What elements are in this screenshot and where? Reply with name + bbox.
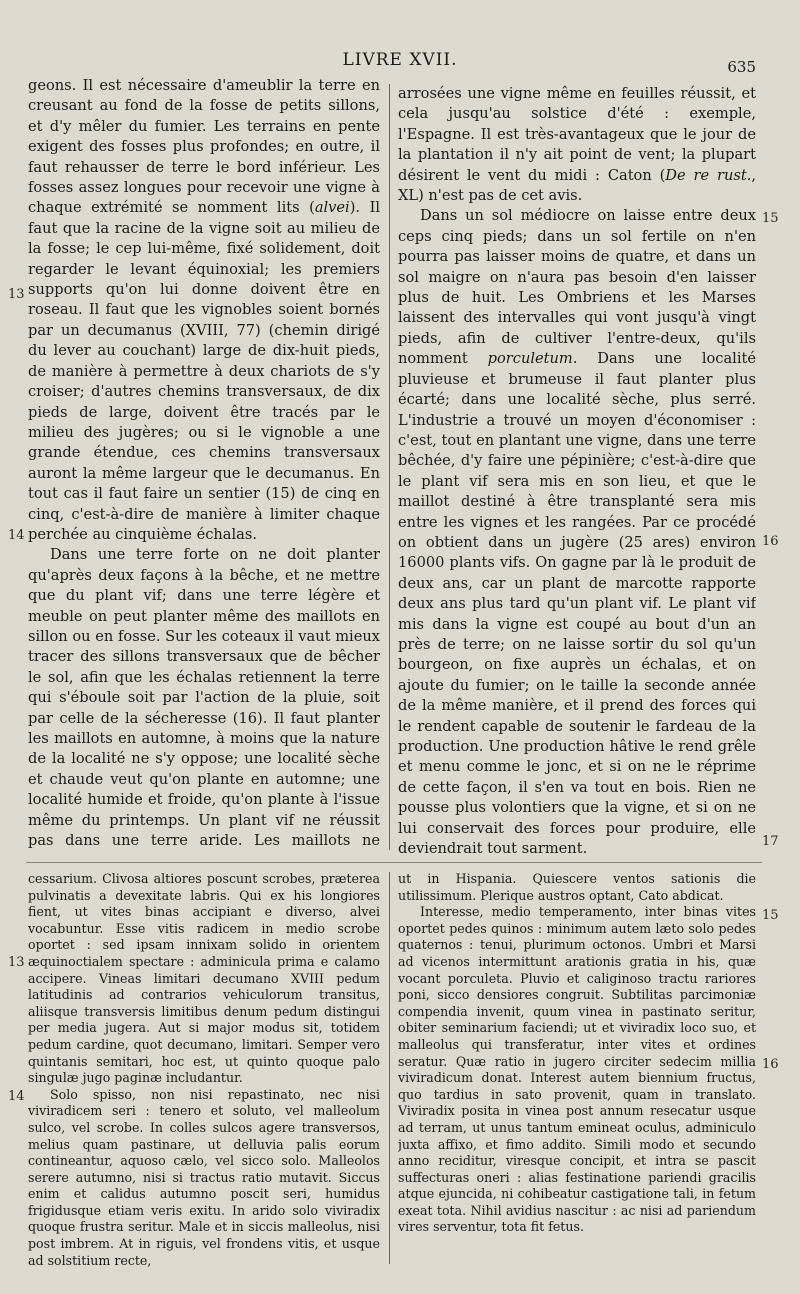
margin-number: 16 bbox=[762, 1057, 779, 1072]
text-run: arrosées une vigne même en feuilles réussit, et cela jusqu'au solstice d'été : exemple, l'Espagne. Il est très-avantageux que le jour de la plantation il n'y ait point de vent; la plupart désirent le vent du midi : Caton ( bbox=[398, 85, 756, 184]
page-number: 635 bbox=[727, 58, 756, 76]
text-run: Dans un sol médiocre on laisse entre deux ceps cinq pieds; dans un sol fertile on n'en pourra pas laisser moins de quatre, et dans un sol maigre on n'aura pas besoin d'en laisser plus de huit. Les Ombriens et les Marses laissent des intervalles qui vont jusqu'à vingt pieds, afin de cultiver l'entre-deux, qu'ils nomment bbox=[398, 207, 756, 368]
margin-number: 14 bbox=[8, 528, 25, 543]
latin-left-column bbox=[28, 871, 380, 1267]
emphasis-text: alvei bbox=[314, 199, 350, 217]
text-run: , XL) n'est pas de cet avis. bbox=[398, 166, 756, 205]
margin-number: 13 bbox=[8, 287, 25, 302]
latin-paragraph: ut in Hispania. Quiescere ventos sationis die utilissimum. Plerique austros optant, Cato abdicat. bbox=[398, 871, 756, 903]
text-run: . Dans une localité pluvieuse et brumeuse il faut planter plus écarté; dans une localité sèche, plus serré. L'industrie a trouvé un moyen d'économiser : c'est, tout en plantant une vigne, dans une terre bêchée, d'y faire une pépinière; c'est-à-dire que le plant vif sera mis en son lieu, et que le maillot destiné à être transplanté sera mis entre les vignes et les rangées. Par ce procédé on obtient dans un jugère (25 ares) environ 16000 plants vifs. On gagne par là le produit de deux ans, car un plant de marcotte rapporte deux ans plus tard qu'un plant vif. Le plant vif mis dans la vigne est coupé au bout d'un an près de terre; on ne laisse sortir du sol qu'un bourgeon, on fixe auprès un échalas, et on ajoute du fumier; on le taille la seconde année de la même manière, et il prend des forces qui le rendent capable de soutenir le fardeau de la production. Une production hâtive le rend grêle et menu comme le jonc, et si on ne le réprime de cette façon, il s'en va tout en bois. Rien ne pousse plus volontiers que la vigne, et si on ne lui conservait des forces pour produire, elle deviendrait tout sarment. bbox=[398, 350, 756, 856]
french-paragraph: Dans une terre forte on ne doit planter qu'après deux façons à la bêche, et ne mettre que du plant vif; dans une terre légère et meuble on peut planter même des maillots en sillon ou en fosse. Sur les coteaux il vaut mieux tracer des sillons transversaux que de bêcher le sol, afin que les échalas retiennent la terre qui s'éboule soit par l'action de la pluie, soit par celle de la sécheresse (16). Il faut planter les maillots en automne, à moins que la nature de la localité ne s'y oppose; une localité sèche et chaude veut qu'on plante en automne; une localité humide et froide, qu'on plante à l'issue même du printemps. Un plant vif ne réussit pas dans une terre aride. Les maillots ne bbox=[28, 546, 380, 848]
french-paragraph bbox=[28, 76, 380, 545]
french-right-column bbox=[398, 84, 756, 856]
margin-number: 16 bbox=[762, 534, 779, 549]
text-run: ). Il faut que la racine de la vigne soit au milieu de la fosse; le cep lui-même, fixé solidement, doit regarder le levant équinoxial; les premiers supports qu'on lui donne doivent être en roseau. Il faut que les vignobles soient bornés par un decumanus (XVIII, 77) (chemin dirigé du lever au couchant) large de dix-huit pieds, de manière à permettre à deux chariots de s'y croiser; d'autres chemins transversaux, de dix pieds de large, doivent être tracés par le milieu des jugères; ou si le vignoble a une grande étendue, ces chemins transversaux auront la même largeur que le decumanus. En tout cas il faut faire un sentier (15) de cinq en cinq, c'est-à-dire de manière à limiter chaque perchée au cinquième échalas. bbox=[28, 199, 380, 543]
latin-paragraph: cessarium. Clivosa altiores poscunt scrobes, præterea pulvinatis a devexitate labris. Qui ex his longiores fient, ut vites binas accipiant e diverso, alvei vocabuntur. Esse vitis radicem in medio scrobe oportet : sed ipsam innixam solido in orientem æquinoctialem spectare : adminicula prima e calamo accipere. Vineas limitari decumano XVIII pedum latitudinis ad contrarios vehiculorum transitus, aliisque transversis limitibus denum pedum distingui per media jugera. Aut si major modus sit, totidem pedum cardine, quot decumano, limitari. Semper vero quintanis semitari, hoc est, ut quinto quoque palo singulæ jugo paginæ includantur. bbox=[28, 871, 380, 1086]
margin-number: 14 bbox=[8, 1089, 25, 1104]
margin-number: 15 bbox=[762, 908, 779, 923]
text-run: geons. Il est nécessaire d'ameublir la terre en creusant au fond de la fosse de petits sillons, et d'y mêler du fumier. Les terrains en pente exigent des fosses plus profondes; en outre, il faut rehausser de terre le bord inférieur. Les fosses assez longues pour recevoir une vigne à chaque extrémité se nomment lits ( bbox=[28, 77, 380, 217]
margin-number: 17 bbox=[762, 834, 779, 849]
running-head: LIVRE XVII. bbox=[342, 50, 458, 70]
margin-number: 13 bbox=[8, 955, 25, 970]
french-paragraph bbox=[398, 206, 756, 856]
column-rule bbox=[389, 872, 390, 1264]
latin-right-column bbox=[398, 871, 756, 1267]
french-left-column bbox=[28, 76, 380, 848]
emphasis-text: De re rust. bbox=[665, 166, 752, 184]
emphasis-text: porculetum bbox=[487, 350, 573, 368]
column-rule bbox=[389, 84, 390, 850]
latin-paragraph: Interesse, medio temperamento, inter binas vites oportet pedes quinos : minimum autem læto solo pedes quaternos : tenui, plurimum octonos. Umbri et Marsi ad vicenos intermittunt arationis gratia in his, quæ vocant porculeta. Pluvio et caliginoso tractu rariores poni, sicco densiores congruit. Subtilitas parcimoniæ compendia invenit, quum vinea in pastinato seritur, obiter seminarium faciendi; ut et viviradix loco suo, et malleolus qui transferatur, inter vites et ordines seratur. Quæ ratio in jugero circiter sedecim millia viviradicum donat. Interest autem biennium fructus, quo tardius in sato provenit, quam in translato. Viviradix posita in vinea post annum resecatur usque ad terram, ut unus tantum emineat oculus, adminiculo juxta affixo, et fimo addito. Simili modo et secundo anno reciditur, viresque concipit, et intra se pascit suffecturas oneri : alias festinatione pariendi gracilis atque ejuncida, ni cohibeatur castigatione tali, in fetum exeat tota. Nihil avidius nascitur : ac nisi ad pariendum vires serventur, tota fit fetus. bbox=[398, 904, 756, 1235]
latin-paragraph: Solo spisso, non nisi repastinato, nec nisi viviradicem seri : tenero et soluto, vel malleolum sulco, vel scrobe. In colles sulcos agere transversos, melius quam pastinare, ut delluvia palis eorum contineantur, aquoso cælo, vel sicco solo. Malleolos serere autumno, nisi si tractus ratio mutavit. Siccus enim et calidus autumno poscit seri, humidus frigidusque etiam veris exitu. In arido solo viviradix quoque frustra seritur. Male et in siccis malleolus, nisi post imbrem. At in riguis, vel frondens vitis, et usque ad solstitium recte, bbox=[28, 1086, 380, 1267]
french-paragraph bbox=[398, 84, 756, 206]
section-rule bbox=[26, 862, 762, 863]
margin-number: 15 bbox=[762, 211, 779, 226]
